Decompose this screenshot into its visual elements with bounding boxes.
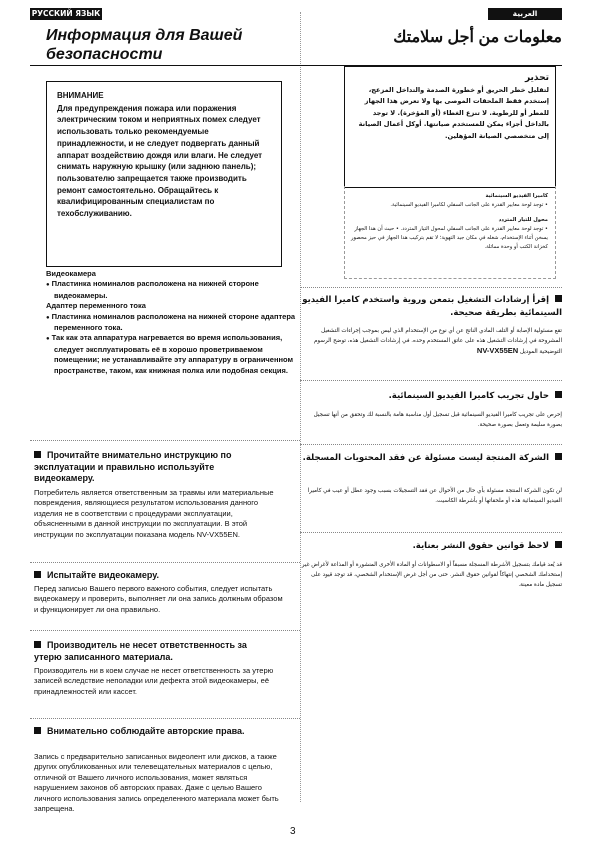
camera-rating-text: Пластинка номиналов расположена на нижней стороне видеокамеры. [51, 279, 259, 300]
section-heading-arabic [300, 390, 562, 403]
camera-label: Видеокамера [46, 269, 96, 278]
section-heading [34, 570, 274, 582]
separator [30, 562, 300, 563]
section-heading [34, 726, 274, 738]
square-bullet-icon [555, 541, 562, 548]
section-heading-text: Производитель не несет ответственность за утерю записанного материала. [34, 640, 247, 662]
section-heading-arabic [300, 294, 562, 320]
square-bullet-icon [34, 451, 41, 458]
section-body: Запись с предварительно записанных видеолент или дисков, а также других опубликованных или телевещательных материалов с целью, отличной от Вашего личного использования, может являться нарушением законов об авторских правах. Даже с целью Вашего личного использования запись определенного материала может быть запрещена. [34, 752, 279, 814]
note-text: • توجد لوحة معايير القدرة على الجانب السفلي لكاميرا الفيديو السينمائية. [390, 202, 548, 208]
rating-labels [46, 269, 296, 376]
adapter-label: Адаптер переменного тока [46, 301, 146, 311]
square-bullet-icon [555, 295, 562, 302]
section-heading [34, 450, 274, 485]
square-bullet-icon [555, 453, 562, 460]
square-bullet-icon [555, 391, 562, 398]
title-line-2: безопасности [46, 46, 163, 63]
separator [300, 532, 562, 533]
rating-notes-arabic [350, 192, 548, 252]
language-tab-russian: РУССКИЙ ЯЗЫК [31, 9, 101, 18]
square-bullet-icon [34, 571, 41, 578]
title-rule-left [30, 65, 300, 66]
section-heading-arabic [300, 540, 562, 553]
square-bullet-icon [34, 641, 41, 648]
section-body: Производитель ни в коем случае не несет ответственность за утерю записей вследствие неполадки или дефекта этой видеокамеры, её принадлежностей или кассет. [34, 666, 274, 696]
camera-rating-item [46, 279, 296, 301]
column-divider [300, 12, 302, 802]
section-body: Потребитель является ответственным за травмы или материальные повреждения, являющиеся результатом использования данного изделия не в соответствии с процедурами эксплуатации, объясненными в данной инструкции по эксплуатации. В этой инструкции по эксплуатации показана модель NV-VX55EN. [34, 488, 274, 539]
section-heading-text: حاول تجريب كاميرا الفيديو السينمائية. [388, 391, 549, 401]
warning-text: Для предупреждения пожара или поражения электрическим током и неприятных помех следует использовать только рекомендуемые принадлежности, и не следует подвергать данный аппарат воздействию дождя или влаги. Не следует снимать наружную крышку (или заднюю панель); пользователю запрещается также производить ремонт самостоятельно. Обращайтесь к квалифицированным специалистам по техобслуживанию. [57, 103, 263, 219]
separator [30, 718, 300, 719]
separator [30, 440, 300, 441]
adapter-rating-text: Пластинка номиналов расположена на нижней стороне адаптера переменного тока. [51, 311, 296, 333]
warning-box-arabic [344, 66, 556, 188]
title-line-1: Информация для Вашей [46, 27, 243, 44]
adapter-rating-item [46, 312, 296, 334]
model-number: NV-VX55EN [476, 346, 519, 355]
warning-heading-arabic: تحذير [524, 73, 549, 83]
separator [300, 444, 562, 445]
section-body-text: تقع مسئولية الإصابة أو التلف المادي الناتج عن أي نوع من الإستخدام الذي ليس بموجب إجراءات التشغيل المشروحة في إرشادات التشغيل هذه على عاتق المستخدم وحده. في إرشادات التشغيل هذه، توضح الرسوم التوضيحية الموديل [313, 328, 562, 355]
section-heading-text: إقرأ إرشادات التشغيل بتمعن وروية واستخدم كاميرا الفيديو السينمائية بطريقة صحيحة. [302, 295, 562, 318]
ventilation-text: Так как эта аппаратура нагревается во время использования, следует эксплуатировать её в хорошо проветриваемом помещении; не устанавливайте эту аппаратуру в ограниченном пространстве, таком, как книжная полка или подобная секция. [51, 333, 294, 375]
separator [300, 287, 562, 288]
separator [300, 380, 562, 381]
language-tab-arabic: العربية [488, 8, 562, 20]
page-title-arabic: معلومات من أجل سلامتك [393, 29, 562, 46]
square-bullet-icon [34, 727, 41, 734]
warning-text-arabic: لتقليل خطر الحريق أو خطورة الصدمة والتداخل المزعج، إستخدم فقط الملحقات الموصى بها ولا تعرض هذا الجهاز للمطر أو للرطوبة. لا تنزع الغطاء (أو المؤخرة). لا توجد بالداخل أجزاء يمكن للمستخدم صيانتها. أوكل أعمال الصيانة إلى متخصصي الصيانة المؤهلين. [358, 85, 549, 140]
section-body-arabic: إحرص على تجريب كاميرا الفيديو السينمائية قبل تسجيل أول مناسبة هامة بالنسبة لك وتحقق من أنها تسجيل بصورة سليمة وتعمل بصورة صحيحة. [313, 412, 562, 428]
page-number: 3 [290, 826, 296, 837]
page-title-russian [46, 26, 266, 64]
section-heading-text: الشركة المنتجة ليست مسئولة عن فقد المحتويات المسجلة. [302, 453, 549, 463]
section-body-arabic [300, 326, 562, 357]
section-heading [34, 640, 274, 663]
section-heading-text: Внимательно соблюдайте авторские права. [47, 726, 245, 736]
ventilation-item [46, 333, 296, 376]
note-text: • توجد لوحة معايير القدرة على الجانب السفلي لمحول التيار المتردد. • حيث أن هذا الجهاز يسخن أثناء الإستخدام، شغله في مكان جيد التهوية؛ لا تقم بتركيب هذا الجهاز في حيز محصور كخزانة الكتب أو وحدة مماثلة. [351, 226, 548, 250]
section-heading-arabic [300, 452, 562, 465]
section-body-arabic: قد يُعد قيامك بتسجيل الأشرطة المسجلة مسبقاً أو الاسطوانات أو المادة الأخرى المنشورة أو المذاعة لأغراض غير إستخدامك الشخصي إنتهاكاً لقوانين حقوق النشر. حتى من أجل غرض الإستخدام الشخصي، قد توجد قيود على تسجيل مادة معينة. [301, 562, 562, 588]
warning-box-russian [46, 81, 282, 267]
separator [30, 630, 300, 631]
warning-heading: ВНИМАНИЕ [57, 91, 104, 100]
note-heading: محول للتيار المتردد [498, 217, 548, 223]
section-heading-text: Испытайте видеокамеру. [47, 570, 160, 580]
note-heading: كاميرا الفيديو السينمائية [485, 193, 548, 199]
section-heading-text: Прочитайте внимательно инструкцию по эксплуатации и правильно используйте видеокамеру. [34, 450, 232, 483]
section-heading-text: لاحظ قوانين حقوق النشر بعناية. [412, 541, 549, 551]
section-body-arabic: لن تكون الشركة المنتجة مسئولة بأي حال من الأحوال عن فقد التسجيلات بسبب وجود عطل أو عيب في كاميرا الفيديو السينمائية هذه أو ملحقاتها أو بأشرطة الكاسيت. [307, 488, 562, 504]
section-body: Перед записью Вашего первого важного события, следует испытать видеокамеру и проверить, выполняет ли она запись должным образом и функционирует ли она правильно. [34, 584, 283, 614]
